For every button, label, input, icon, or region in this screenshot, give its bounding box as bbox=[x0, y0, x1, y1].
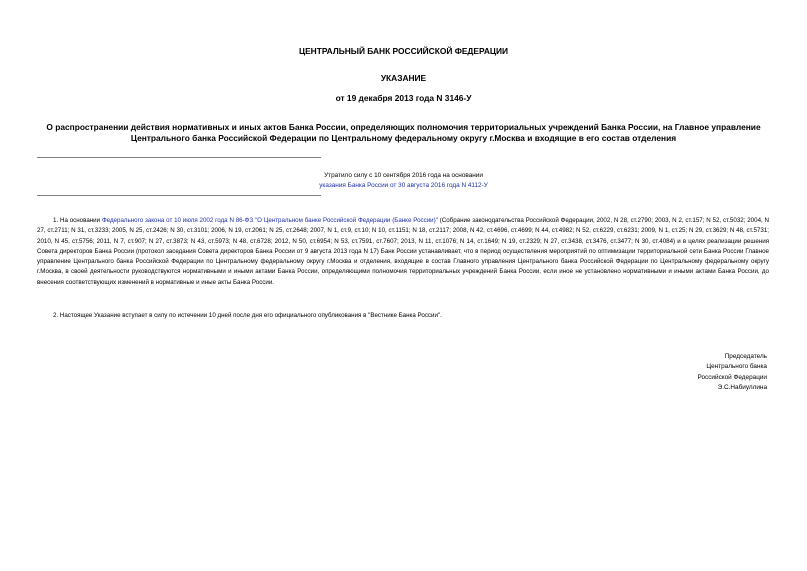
paragraph-2: 2. Настоящее Указание вступает в силу по истечении 10 дней после дня его официального опубликования в "Вестнике Банка России". bbox=[53, 312, 442, 319]
signature-name: Э.С.Набиуллина bbox=[717, 384, 767, 392]
signature-line-1: Председатель bbox=[724, 353, 767, 360]
paragraph-1 bbox=[37, 216, 769, 288]
divider-top bbox=[37, 157, 321, 158]
issuer-heading: ЦЕНТРАЛЬНЫЙ БАНК РОССИЙСКОЙ ФЕДЕРАЦИИ bbox=[298, 46, 509, 56]
status-note-line1: Утратило силу с 10 сентября 2016 года на основании bbox=[324, 172, 483, 179]
signature-line-3: Российской Федерации bbox=[697, 373, 767, 381]
signature-line-2: Центрального банка bbox=[706, 363, 767, 371]
paragraph-1-prefix: 1. На основании bbox=[53, 217, 102, 224]
signature-block bbox=[698, 352, 768, 394]
document-type: УКАЗАНИЕ bbox=[380, 73, 427, 83]
status-note-link[interactable]: указания Банка России от 30 августа 2016 года N 4112-У bbox=[319, 182, 488, 189]
document-title: О распространении действия нормативных и иных актов Банка России, определяющих полномочия территориальных учреждений Банка России, на Главное управление Центрального банка Российской Федерации по Центральному федеральному округу г.Москва и входящие в его состав отделения bbox=[46, 122, 761, 143]
divider-bottom bbox=[37, 195, 321, 196]
paragraph-1-text: (Собрание законодательства Российской Федерации, 2002, N 28, ст.2790; 2003, N 2, ст.157; N 52, ст.5032; 2004, N 27, ст.2711; N 31, ст.3233; 2005, N 25, ст.2426; N 30, ст.3101; 2006, N 19, ст.2061; N 25, ст.2648; 2007, N 1, ст.9, ст.10; N 10, ст.1151; N 18, ст.2117; 2008, N 42, ст.4696, ст.4699; N 44, ст.4982; N 52, ст.6229, ст.6231; 2009, N 1, ст.25; N 29, ст.3629; N 48, ст.5731; 2010, N 45, ст.5756; 2011, N 7, ст.907; N 27, ст.3873; N 43, ст.5973; N 48, ст.6728; 2012, N 50, ст.6954; N 53, ст.7591, ст.7607; 2013, N 11, ст.1076; N 14, ст.1649; N 19, ст.2329; N 27, ст.3438, ст.3476, ст.3477; N 30, ст.4084) и в целях реализации решения Совета директоров Банка России (протокол заседания Совета директоров Банка России от 9 августа 2013 года N 17) Банк России устанавливает, что в период осуществления мероприятий по оптимизации территориальной сети Банка России Главное управление Центрального банка Российской Федерации по Центральному федеральному округу г.Москва и отделения, входящие в состав Главного управления Центрального банка Российской Федерации по Центральному федеральному округу г.Москва, в своей деятельности руководствуются нормативными и иными актами Банка России, определяющими полномочия территориальных учреждений Банка России, если иное не установлено нормативными и иными актами Банка России, до внесения соответствующих изменений в нормативные и иные акты Банка России. bbox=[37, 217, 770, 286]
document-date-number: от 19 декабря 2013 года N 3146-У bbox=[335, 93, 472, 103]
federal-law-link[interactable]: Федерального закона от 10 июля 2002 года N 86-ФЗ "О Центральном банке Российской Федерации (Банке России)" bbox=[101, 217, 438, 224]
